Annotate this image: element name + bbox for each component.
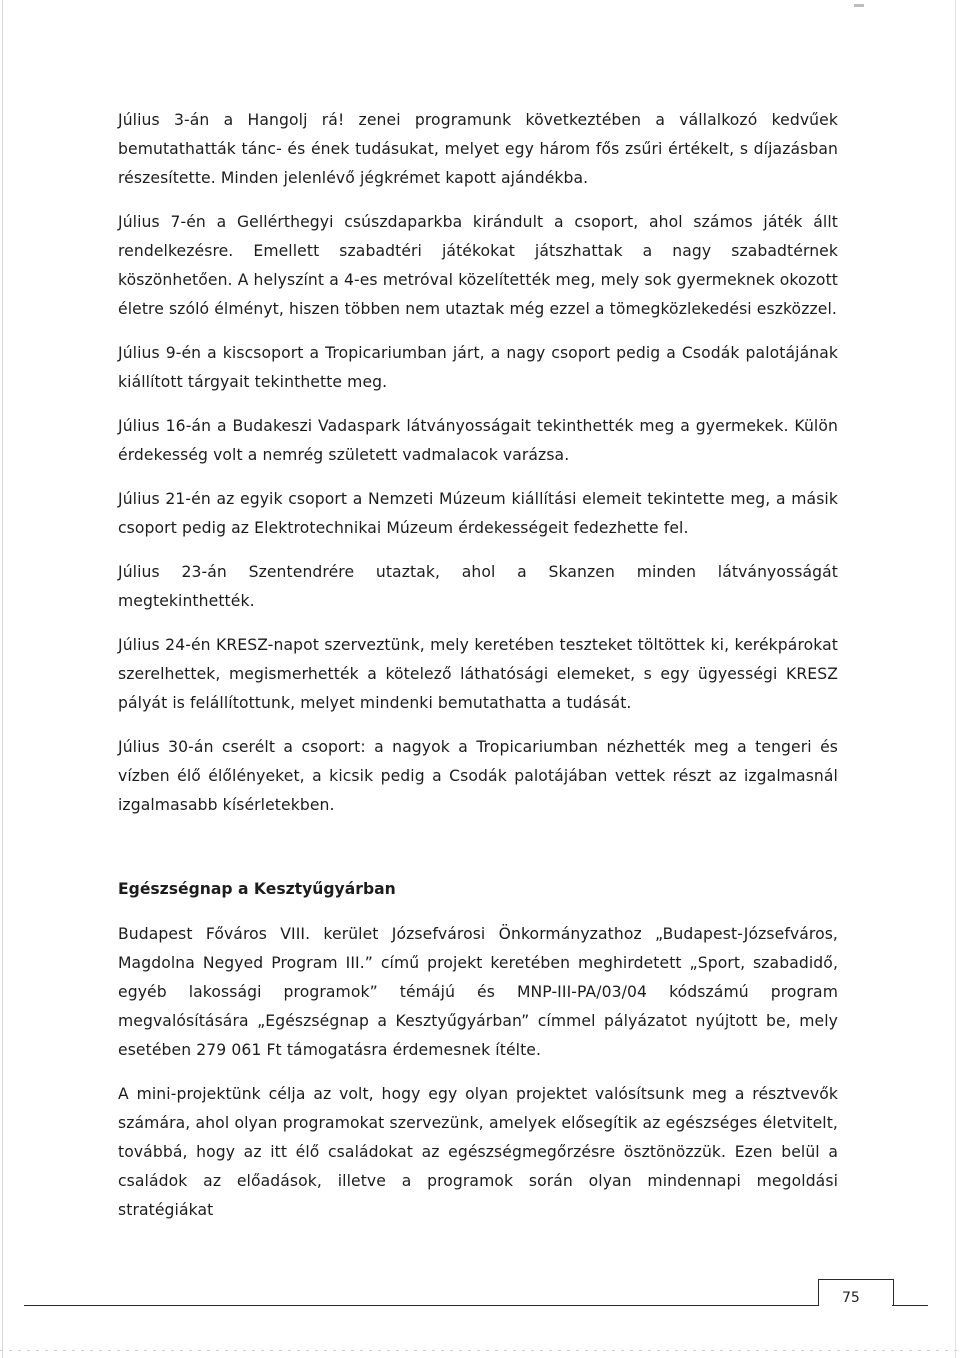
document-body (118, 106, 838, 1240)
paragraph-july-7: Július 7-én a Gellérthegyi csúszdaparkba kirándult a csoport, ahol számos játék állt rendelkezésre. Emellett szabadtéri játékokat játszhattak a nagy szabadtérnek köszönhetően. A helyszínt a 4-es metróval közelítették meg, mely sok gyermeknek okozott életre szóló élményt, hiszen többen nem utaztak még ezzel a tömegközlekedési eszközzel. (118, 213, 838, 318)
paragraph-july-3: Július 3-án a Hangolj rá! zenei programunk következtében a vállalkozó kedvűek bemutathatták tánc- és ének tudásukat, melyet egy három fős zsűri értékelt, s díjazásban részesítette. Minden jelenlévő jégkrémet kapott ajándékba. (118, 111, 838, 187)
paragraph-july-21: Július 21-én az egyik csoport a Nemzeti Múzeum kiállítási elemeit tekintette meg, a másik csoport pedig az Elektrotechnikai Múzeum érdekességeit fedezhette fel. (118, 490, 838, 537)
paragraph-july-23: Július 23-án Szentendrére utaztak, ahol a Skanzen minden látványosságát megtekinthették. (118, 563, 838, 610)
paragraph-july-30: Július 30-án cserélt a csoport: a nagyok a Tropicariumban nézhették meg a tengeri és vízben élő élőlényeket, a kicsik pedig a Csodák palotájában vettek részt az izgalmasnál izgalmasabb kísérletekben. (118, 738, 838, 814)
section-heading: Egészségnap a Kesztyűgyárban (118, 880, 396, 898)
footer-rule-right (892, 1305, 928, 1306)
scan-bottom-edge (0, 1350, 960, 1351)
paragraph-grant: Budapest Főváros VIII. kerület Józsefvárosi Önkormányzathoz „Budapest-Józsefváros, Magdolna Negyed Program III.” című projekt keretében meghirdetett „Sport, szabadidő, egyéb lakossági programok” témájú és MNP-III-PA/03/04 kódszámú program megvalósítására „Egészségnap a Kesztyűgyárban” címmel pályázatot nyújtott be, mely esetében 279 061 Ft támogatásra érdemesnek ítélte. (118, 925, 838, 1059)
scan-edge-left (2, 0, 3, 1358)
paragraph-july-16: Július 16-án a Budakeszi Vadaspark látványosságait tekinthették meg a gyermekek. Külön érdekesség volt a nemrég született vadmalacok varázsa. (118, 417, 838, 464)
scan-edge-right (955, 0, 956, 1358)
paragraph-july-9: Július 9-én a kiscsoport a Tropicariumban járt, a nagy csoport pedig a Csodák palotájának kiállított tárgyait tekinthette meg. (118, 344, 838, 391)
scan-mark (854, 4, 864, 7)
paragraph-july-24: Július 24-én KRESZ-napot szerveztünk, mely keretében teszteket töltöttek ki, kerékpárokat szerelhettek, megismerhették a kötelező láthatósági elemeket, s egy ügyességi KRESZ pályát is felállítottunk, melyet mindenki bemutathatta a tudását. (118, 636, 838, 712)
footer-rule (24, 1305, 818, 1306)
paragraph-project-goal: A mini-projektünk célja az volt, hogy egy olyan projektet valósítsunk meg a résztvevők számára, ahol olyan programokat szervezünk, amelyek elősegítik az egészséges életvitelt, továbbá, hogy az itt élő családokat az egészségmegőrzésre ösztönözzük. Ezen belül a családok az előadások, illetve a programok során olyan mindennapi megoldási stratégiákat (118, 1085, 838, 1219)
page-number: 75 (842, 1290, 860, 1306)
